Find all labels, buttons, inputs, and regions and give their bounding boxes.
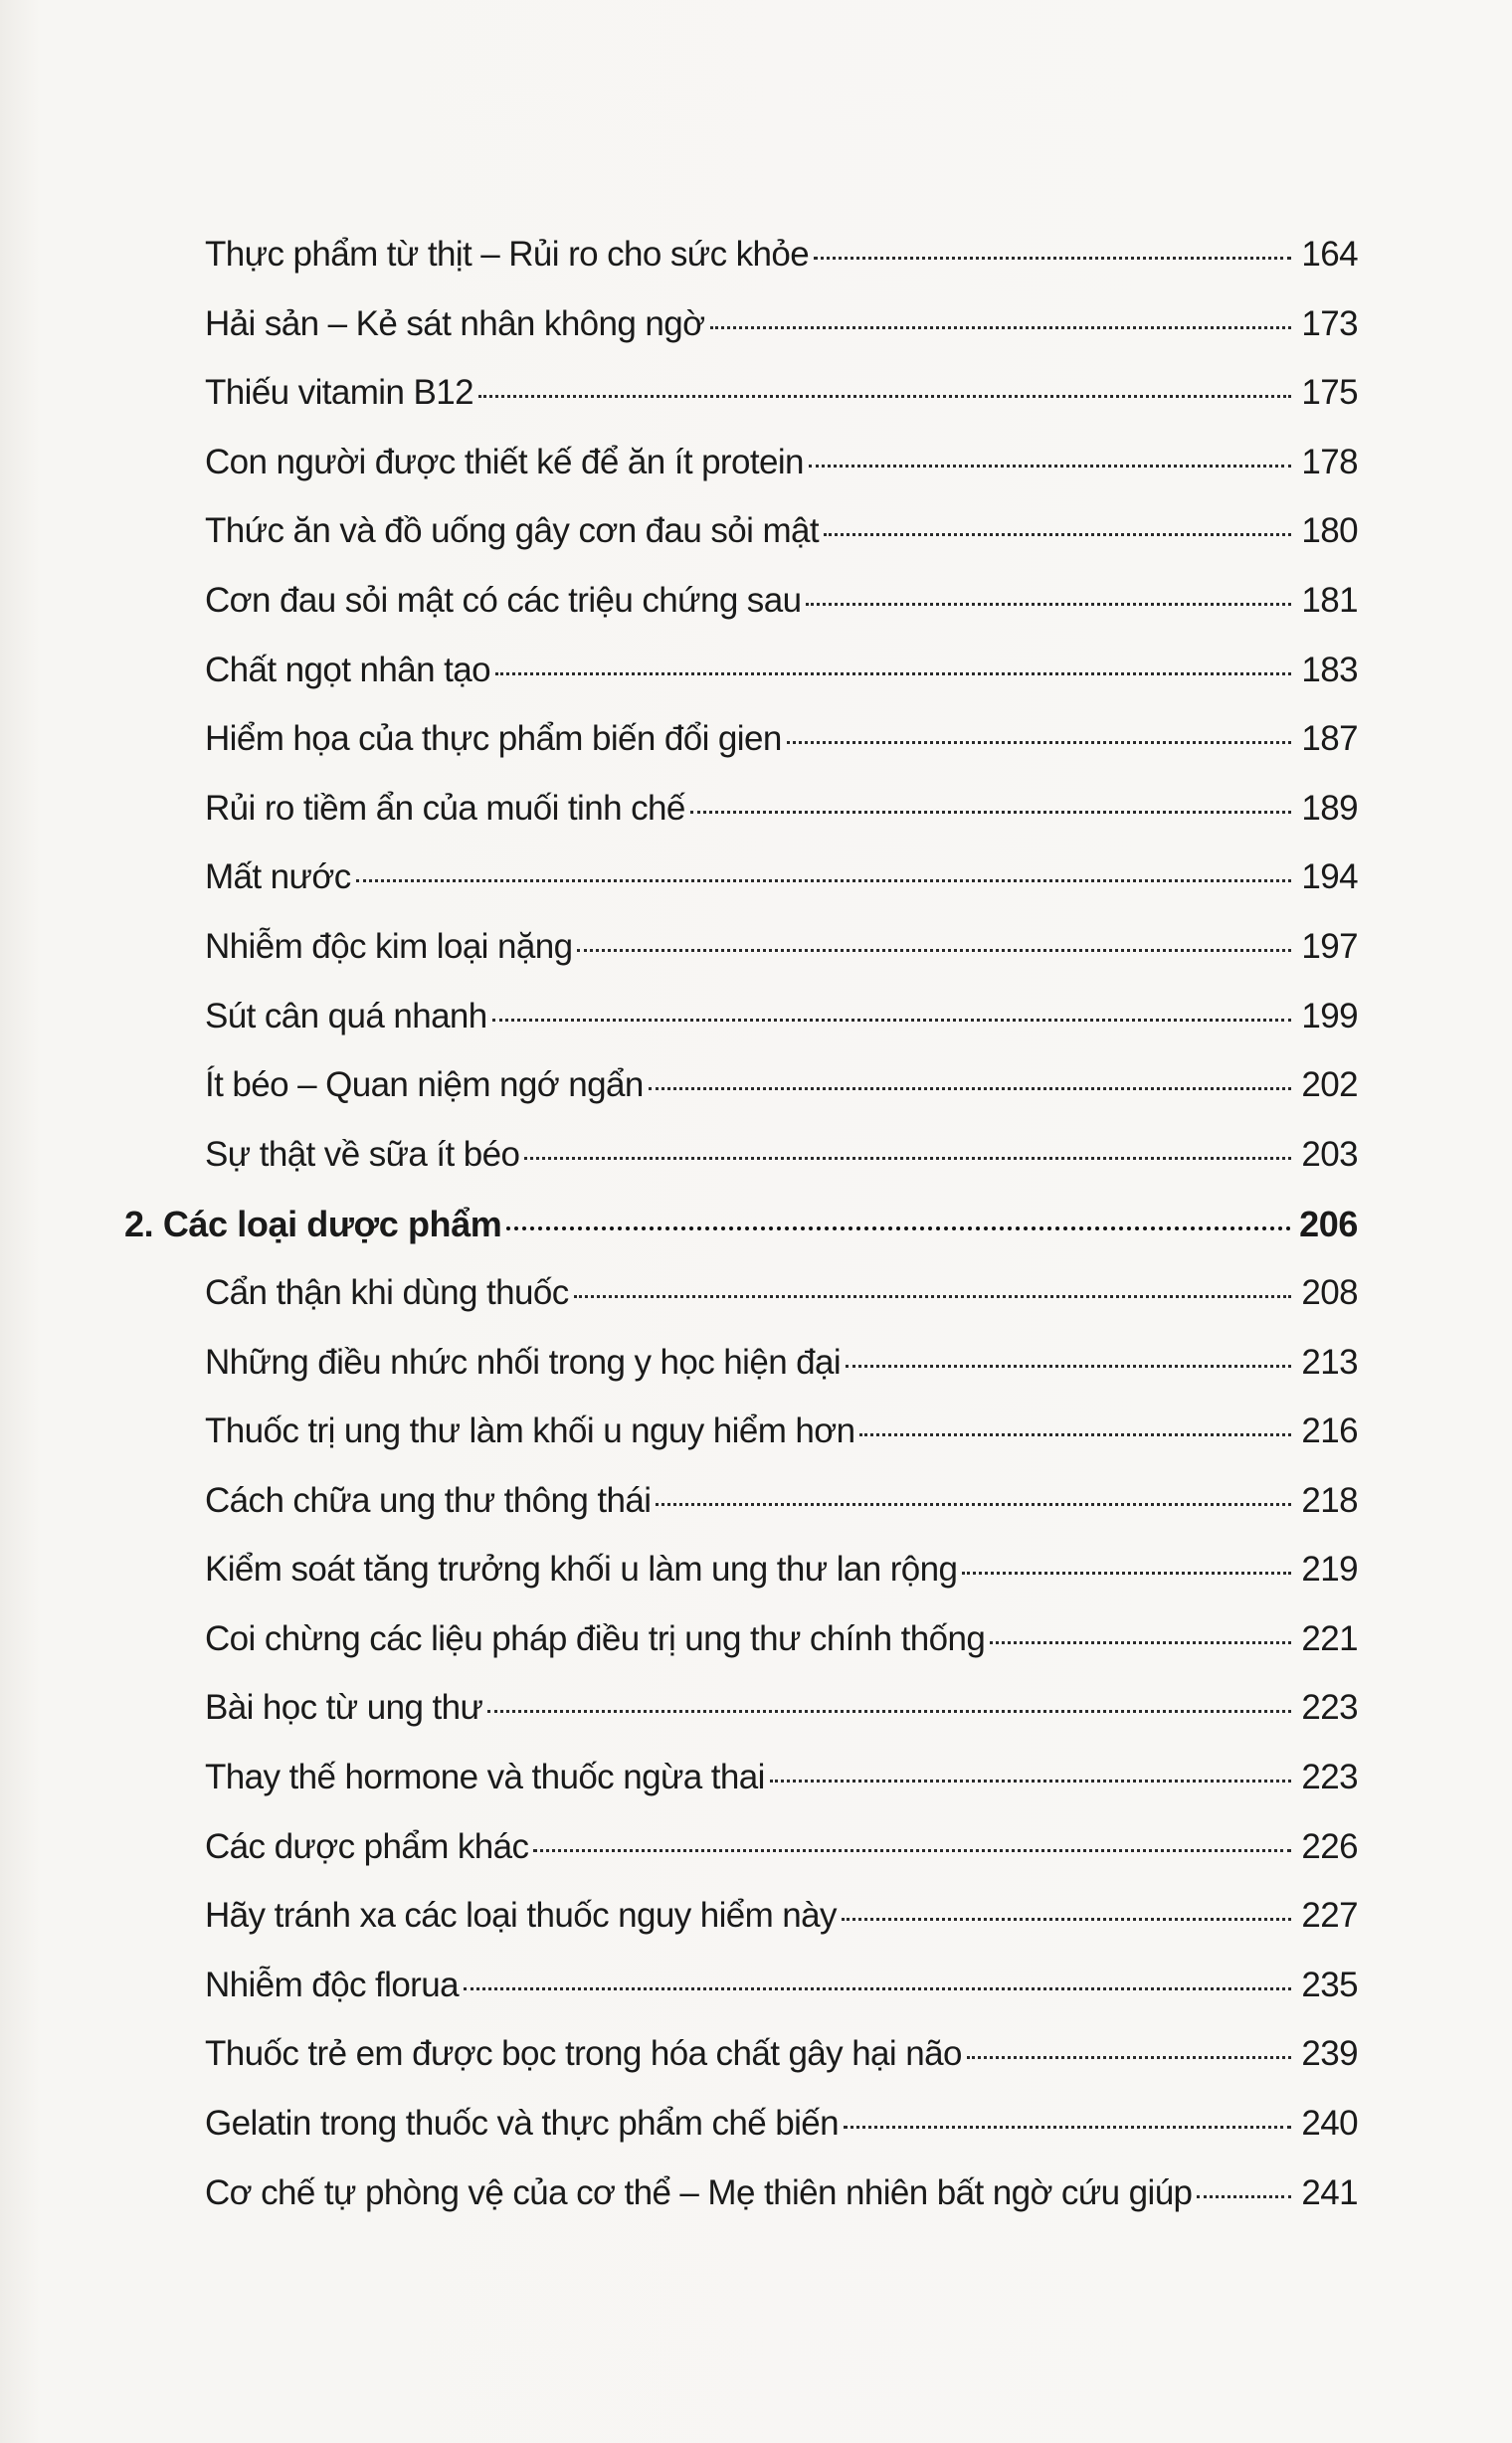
toc-entry-page: 213: [1301, 1342, 1358, 1382]
toc-entry-title: Kiểm soát tăng trưởng khối u làm ung thư lan rộng: [205, 1550, 958, 1590]
toc-entry-page: 181: [1301, 580, 1358, 620]
toc-dot-leader: [649, 1087, 1291, 1090]
toc-entry-title: Các dược phẩm khác: [205, 1826, 529, 1866]
toc-dot-leader: [844, 2126, 1291, 2129]
toc-entry: [124, 1896, 1358, 1966]
toc-entry-page: 173: [1301, 303, 1358, 343]
toc-dot-leader: [506, 1226, 1291, 1230]
toc-entry: [124, 2173, 1358, 2243]
toc-entry-title: Nhiễm độc kim loại nặng: [205, 926, 573, 966]
toc-entry-title: Coi chừng các liệu pháp điều trị ung thư chính thống: [205, 1618, 986, 1658]
toc-entry-page: 227: [1301, 1896, 1358, 1936]
toc-dot-leader: [859, 1433, 1291, 1436]
toc-dot-leader: [574, 1295, 1291, 1298]
toc-entry: [124, 651, 1358, 720]
toc-entry-page: 199: [1301, 996, 1358, 1035]
toc-entry: [124, 235, 1358, 304]
toc-entry-page: 218: [1301, 1480, 1358, 1520]
toc-entry-title: Con người được thiết kế để ăn ít protein: [205, 442, 804, 481]
toc-entry: [124, 997, 1358, 1066]
toc-entry: [124, 1966, 1358, 2035]
toc-entry-title: Nhiễm độc florua: [205, 1965, 459, 2004]
toc-entry-title: Rủi ro tiềm ẩn của muối tinh chế: [205, 788, 685, 828]
toc-entry: [124, 581, 1358, 651]
toc-entry-title: Thiếu vitamin B12: [205, 373, 473, 413]
toc-entry-title: Sút cân quá nhanh: [205, 996, 487, 1035]
toc-entry-title: Sự thật về sữa ít béo: [205, 1134, 520, 1174]
toc-entry: [124, 1619, 1358, 1689]
toc-entry-page: 189: [1301, 788, 1358, 828]
toc-entry-title: Thuốc trẻ em được bọc trong hóa chất gây hại não: [205, 2034, 962, 2074]
toc-dot-leader: [356, 879, 1291, 882]
toc-dot-leader: [710, 326, 1292, 329]
toc-dot-leader: [770, 1780, 1291, 1783]
toc-entry: [124, 1688, 1358, 1758]
toc-entry-page: 203: [1301, 1134, 1358, 1174]
toc-entry-title: Hiểm họa của thực phẩm biến đổi gien: [205, 719, 782, 759]
toc-entry: [124, 2104, 1358, 2173]
toc-entry-title: Thức ăn và đồ uống gây cơn đau sỏi mật: [205, 511, 820, 551]
toc-entry-page: 206: [1299, 1204, 1358, 1245]
toc-entry-title: Thuốc trị ung thư làm khối u nguy hiểm hơn: [205, 1411, 855, 1451]
toc-dot-leader: [787, 741, 1291, 744]
toc-entry: [124, 1411, 1358, 1481]
toc-entry-title: Mất nước: [205, 857, 351, 897]
toc-entry-page: 216: [1301, 1411, 1358, 1451]
toc-entry: [124, 1481, 1358, 1551]
toc-entry: [124, 373, 1358, 443]
toc-dot-leader: [577, 949, 1291, 952]
toc-entry-page: 194: [1301, 857, 1358, 897]
toc-dot-leader: [806, 603, 1291, 606]
toc-entry: [124, 304, 1358, 374]
toc-entry: [124, 443, 1358, 512]
toc-chapter-heading: [124, 1204, 1358, 1273]
toc-entry-title: Hãy tránh xa các loại thuốc nguy hiểm này: [205, 1896, 837, 1936]
toc-dot-leader: [464, 1987, 1291, 1990]
toc-dot-leader: [846, 1365, 1291, 1368]
toc-entry: [124, 1550, 1358, 1619]
toc-entry-title: Thay thế hormone và thuốc ngừa thai: [205, 1758, 765, 1797]
toc-dot-leader: [487, 1710, 1291, 1713]
toc-entry-title: Cơn đau sỏi mật có các triệu chứng sau: [205, 580, 802, 620]
toc-entry-page: 197: [1301, 926, 1358, 966]
toc-entry-page: 221: [1301, 1618, 1358, 1658]
toc-entry-title: Hải sản – Kẻ sát nhân không ngờ: [205, 303, 705, 343]
toc-dot-leader: [990, 1641, 1291, 1644]
toc-entry-page: 223: [1301, 1758, 1358, 1797]
toc-entry: [124, 511, 1358, 581]
toc-entry-page: 183: [1301, 650, 1358, 689]
toc-entry: [124, 857, 1358, 927]
toc-entry-page: 164: [1301, 235, 1358, 274]
toc-entry-page: 241: [1301, 2172, 1358, 2212]
toc-entry-title: Thực phẩm từ thịt – Rủi ro cho sức khỏe: [205, 235, 810, 274]
toc-dot-leader: [690, 811, 1291, 814]
toc-dot-leader: [533, 1849, 1291, 1852]
toc-entry-title: Những điều nhức nhối trong y học hiện đại: [205, 1342, 842, 1382]
toc-entry-title: Cơ chế tự phòng vệ của cơ thể – Mẹ thiên nhiên bất ngờ cứu giúp: [205, 2172, 1193, 2212]
toc-entry-title: Ít béo – Quan niệm ngớ ngẩn: [205, 1065, 644, 1105]
toc-dot-leader: [809, 465, 1291, 468]
toc-entry-title: Chất ngọt nhân tạo: [205, 650, 490, 689]
toc-dot-leader: [492, 1019, 1291, 1022]
toc-entry: [124, 1827, 1358, 1897]
toc-entry-page: 219: [1301, 1550, 1358, 1590]
toc-entry-page: 175: [1301, 373, 1358, 413]
toc-entry-page: 223: [1301, 1688, 1358, 1728]
toc-entry-page: 240: [1301, 2104, 1358, 2144]
toc-entry-page: 226: [1301, 1826, 1358, 1866]
toc-entry: [124, 1273, 1358, 1343]
toc-dot-leader: [1197, 2195, 1291, 2198]
toc-entry-page: 178: [1301, 442, 1358, 481]
toc-entry: [124, 1343, 1358, 1412]
toc-dot-leader: [824, 533, 1291, 536]
toc-entry-page: 208: [1301, 1272, 1358, 1312]
toc-dot-leader: [656, 1503, 1291, 1506]
toc-entry-title: Cẩn thận khi dùng thuốc: [205, 1272, 569, 1312]
toc-dot-leader: [967, 2056, 1291, 2059]
toc-dot-leader: [495, 672, 1291, 675]
toc-entry-title: Gelatin trong thuốc và thực phẩm chế biến: [205, 2104, 839, 2144]
toc-entry: [124, 927, 1358, 997]
toc-entry-page: 187: [1301, 719, 1358, 759]
toc-entry: [124, 1758, 1358, 1827]
toc-entry-title: 2. Các loại dược phẩm: [124, 1204, 502, 1245]
toc-entry-page: 202: [1301, 1065, 1358, 1105]
toc-dot-leader: [524, 1157, 1291, 1160]
toc-entry: [124, 1135, 1358, 1205]
toc-entry-page: 235: [1301, 1965, 1358, 2004]
table-of-contents: [124, 235, 1358, 2242]
toc-dot-leader: [814, 257, 1291, 260]
toc-entry: [124, 719, 1358, 789]
toc-entry-page: 180: [1301, 511, 1358, 551]
toc-entry-title: Cách chữa ung thư thông thái: [205, 1480, 652, 1520]
toc-entry: [124, 2034, 1358, 2104]
toc-entry-title: Bài học từ ung thư: [205, 1688, 483, 1728]
toc-dot-leader: [842, 1918, 1291, 1921]
toc-entry: [124, 1065, 1358, 1135]
toc-dot-leader: [962, 1572, 1291, 1575]
toc-dot-leader: [478, 395, 1291, 398]
toc-entry-page: 239: [1301, 2034, 1358, 2074]
toc-entry: [124, 789, 1358, 858]
